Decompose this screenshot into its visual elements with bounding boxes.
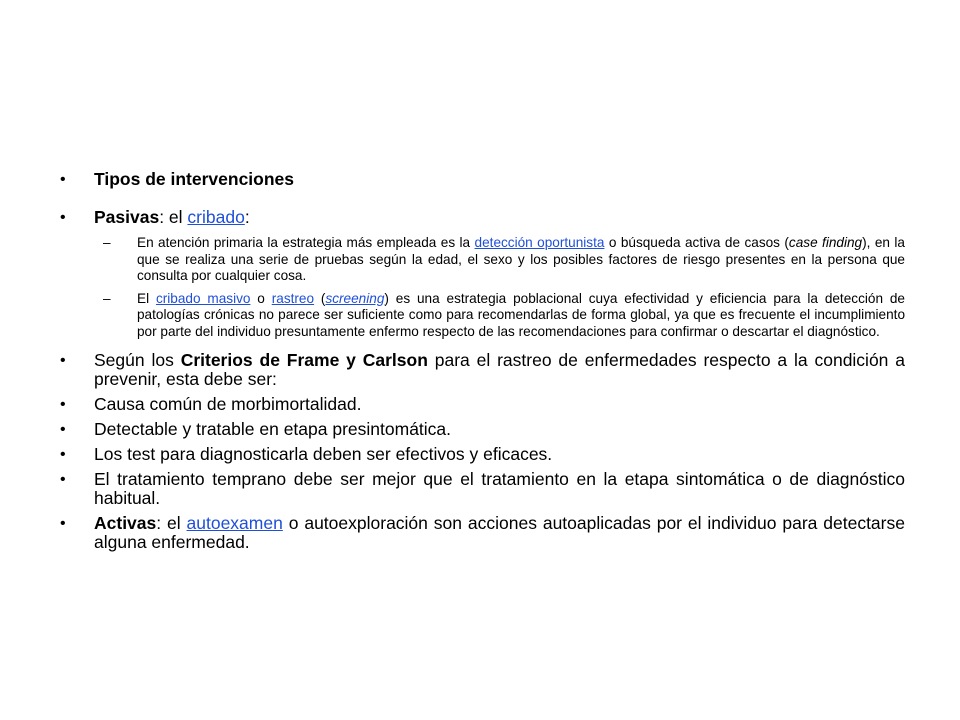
sub1-pre: En atención primaria la estrategia más empleada es la — [137, 235, 475, 250]
activas-text: : el — [156, 512, 187, 533]
criterios-post: para el rastreo de enfermedades respecto a la condición a prevenir, esta debe ser: — [94, 349, 905, 389]
bullet-icon: • — [60, 395, 66, 413]
bullet-criterios — [60, 351, 905, 389]
deteccion-oportunista-link[interactable]: detección oportunista — [474, 235, 605, 250]
bullet-icon: • — [60, 445, 66, 463]
bullet-pasivas — [60, 208, 905, 227]
sub1-mid: o búsqueda activa de casos ( — [604, 235, 789, 250]
bullet-activas — [60, 514, 905, 552]
rastreo-link[interactable]: rastreo — [271, 290, 315, 306]
bullet-icon: • — [60, 209, 66, 226]
sub2-pre: El — [137, 290, 156, 306]
sub-bullet-cribado-masivo — [60, 291, 905, 341]
bullet-detectable — [60, 420, 905, 439]
case-finding-text: case finding — [788, 235, 863, 250]
bullet-heading — [60, 170, 905, 189]
tratamiento-text: El tratamiento temprano debe ser mejor que el tratamiento en la etapa sintomática o de diagnóstico habitual. — [94, 468, 905, 508]
sub1-post: ), en la que se realiza una serie de pruebas según la edad, el sexo y los posibles factores de riesgo presentes en la persona que consulta por cualquier cosa. — [137, 235, 905, 284]
heading-text: Tipos de intervenciones — [94, 169, 295, 189]
cribado-link[interactable]: cribado — [187, 207, 245, 227]
test-text: Los test para diagnosticarla deben ser efectivos y eficaces. — [94, 443, 553, 464]
cribado-masivo-link[interactable]: cribado masivo — [155, 290, 251, 306]
criterios-bold: Criterios de Frame y Carlson — [180, 349, 428, 370]
criterios-pre: Según los — [94, 349, 181, 370]
sub-bullet-deteccion — [60, 235, 905, 285]
slide-content — [60, 170, 905, 552]
detectable-text: Detectable y tratable en etapa presintomática. — [94, 418, 452, 439]
bullet-tratamiento — [60, 470, 905, 508]
causa-text: Causa común de morbimortalidad. — [94, 393, 362, 414]
sub2-mid2: ( — [314, 290, 326, 306]
sub2-post: ) es una estrategia poblacional cuya efectividad y eficiencia para la detección de patologías crónicas no parece ser suficiente como para recomendarlas de forma global, ya que es frecuente el incumplimiento por parte del individuo presuntamente enfermo respecto de las recomendaciones para confirmar o descartar el diagnóstico. — [137, 290, 905, 339]
dash-icon: – — [103, 290, 111, 306]
bullet-icon: • — [60, 351, 66, 369]
pasivas-label: Pasivas — [94, 207, 160, 227]
screening-link[interactable]: screening — [325, 290, 385, 306]
sub2-mid1: o — [250, 290, 272, 306]
activas-post: o autoexploración son acciones autoaplicadas por el individuo para detectarse alguna enfermedad. — [94, 512, 905, 552]
pasivas-text: : el — [159, 207, 188, 227]
activas-label: Activas — [94, 512, 157, 533]
pasivas-colon: : — [244, 207, 250, 227]
bullet-icon: • — [60, 514, 66, 532]
bullet-icon: • — [60, 420, 66, 438]
dash-icon: – — [103, 235, 111, 250]
bullet-test — [60, 445, 905, 464]
autoexamen-link[interactable]: autoexamen — [186, 512, 283, 533]
bullet-icon: • — [60, 171, 66, 188]
bullet-icon: • — [60, 470, 66, 488]
bullet-causa — [60, 395, 905, 414]
